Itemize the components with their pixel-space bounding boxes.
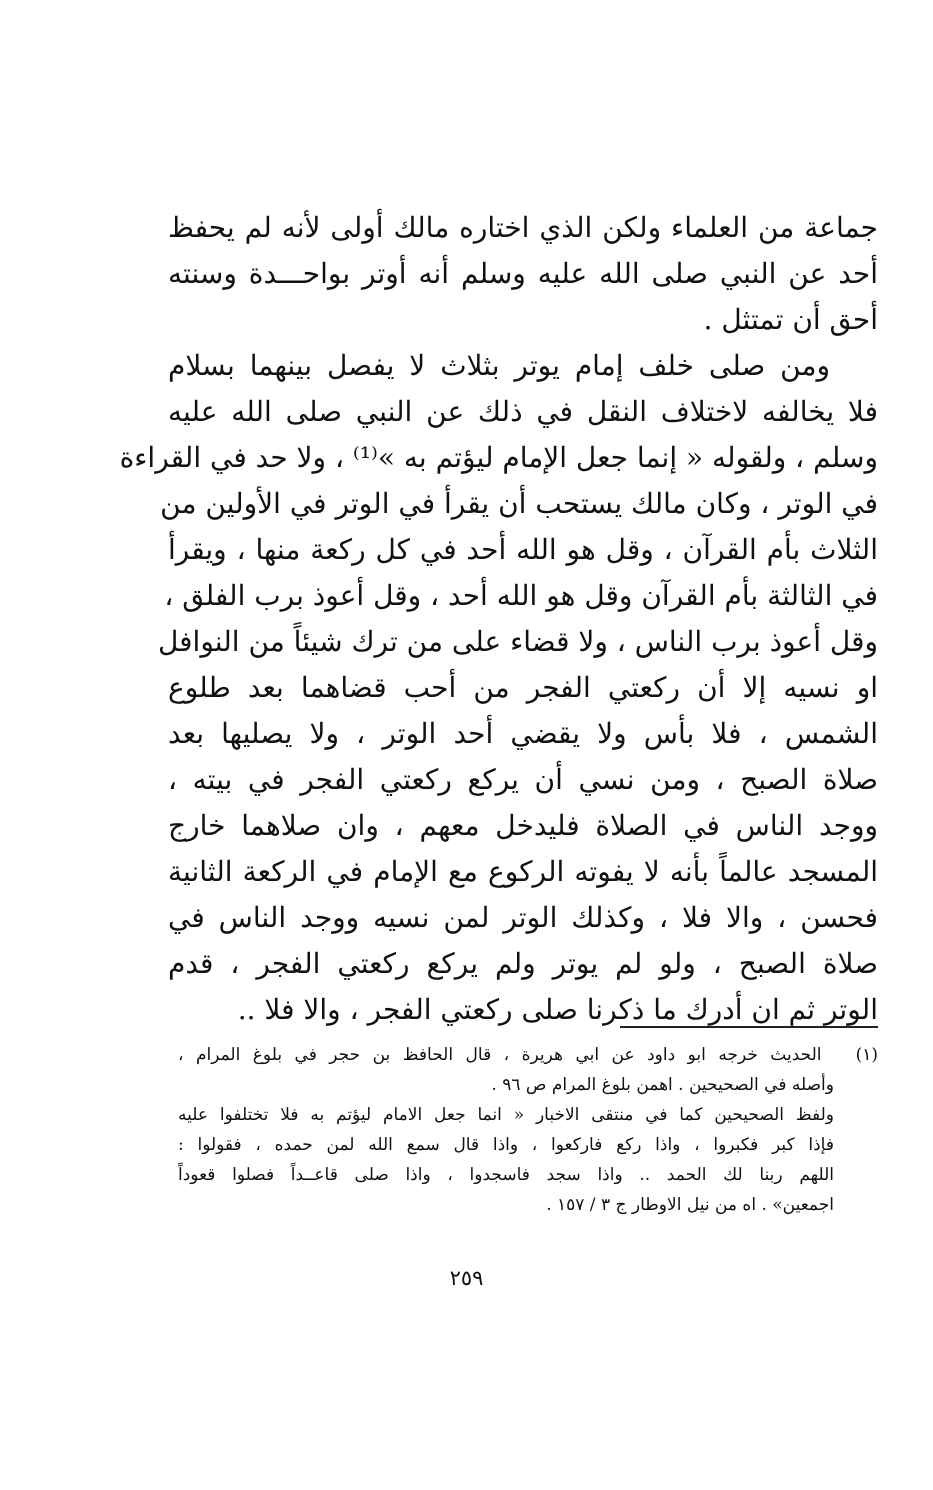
footnote-line: فإذا كبر فكبروا ، واذا ركع فاركعوا ، واذا قال سمع الله لمن حمده ، فقولوا : bbox=[178, 1135, 834, 1155]
text-line: وسلم ، ولقوله « إنما جعل الإمام ليؤتم به »⁽¹⁾ ، ولا حد في القراءة bbox=[119, 441, 878, 474]
text-line: ومن صلى خلف إمام يوتر بثلاث لا يفصل بينهما بسلام bbox=[168, 349, 830, 382]
footnote-block bbox=[178, 1040, 878, 1220]
footnote-line: اللهم ربنا لك الحمد .. واذا سجد فاسجدوا ، واذا صلى قاعــداً فصلوا قعوداً bbox=[178, 1165, 834, 1185]
footnote-text: الحديث خرجه ابو داود عن ابي هريرة ، قال الحافظ بن حجر في بلوغ المرام ، bbox=[178, 1045, 822, 1065]
text-line: أحق أن تمتثل . bbox=[703, 303, 878, 336]
text-line: الشمس ، فلا بأس ولا يقضي أحد الوتر ، ولا يصليها بعد bbox=[168, 717, 878, 750]
footnote-divider bbox=[620, 1026, 878, 1028]
text-line: في الثالثة بأم القرآن وقل هو الله أحد ، وقل أعوذ برب الفلق ، bbox=[164, 579, 878, 612]
text-line: المسجد عالماً بأنه لا يفوته الركوع مع الإمام في الركعة الثانية bbox=[168, 855, 878, 888]
text-line: صلاة الصبح ، ولو لم يوتر ولم يركع ركعتي الفجر ، قدم bbox=[168, 947, 878, 980]
text-line: جماعة من العلماء ولكن الذي اختاره مالك أولى لأنه لم يحفظ bbox=[168, 211, 878, 244]
text-line: او نسيه إلا أن ركعتي الفجر من أحب قضاهما بعد طلوع bbox=[168, 671, 878, 704]
text-line: الوتر ثم ان أدرك ما ذكرنا صلى ركعتي الفجر ، والا فلا .. bbox=[237, 993, 878, 1026]
text-line: وقل أعوذ برب الناس ، ولا قضاء على من ترك شيئاً من النوافل bbox=[157, 625, 878, 658]
text-line: أحد عن النبي صلى الله عليه وسلم أنه أوتر بواحـــدة وسنته bbox=[168, 257, 878, 290]
text-line: في الوتر ، وكان مالك يستحب أن يقرأ في الوتر في الأولين من bbox=[160, 487, 878, 520]
text-line: الثلاث بأم القرآن ، وقل هو الله أحد في كل ركعة منها ، ويقرأ bbox=[168, 533, 878, 566]
page-number: ٢٥٩ bbox=[449, 1266, 484, 1290]
text-line: فلا يخالفه لاختلاف النقل في ذلك عن النبي صلى الله عليه bbox=[168, 395, 878, 428]
footnote-line: ولفظ الصحيحين كما في منتقى الاخبار « انما جعل الامام ليؤتم به فلا تختلفوا عليه bbox=[178, 1105, 834, 1125]
footnote-marker: (١) bbox=[855, 1045, 878, 1065]
footnote-line: وأصله في الصحيحين . اهمن بلوغ المرام ص ٩٦ . bbox=[491, 1075, 834, 1095]
footnote-line bbox=[178, 1040, 878, 1070]
text-line: صلاة الصبح ، ومن نسي أن يركع ركعتي الفجر في بيته ، bbox=[168, 763, 878, 796]
footnote-line: اجمعين» . اه من نيل الاوطار ج ٣ / ١٥٧ . bbox=[546, 1195, 834, 1215]
main-text-block bbox=[119, 205, 878, 1033]
text-line: ووجد الناس في الصلاة فليدخل معهم ، وان صلاهما خارج bbox=[168, 809, 878, 842]
text-line: فحسن ، والا فلا ، وكذلك الوتر لمن نسيه ووجد الناس في bbox=[168, 901, 878, 934]
